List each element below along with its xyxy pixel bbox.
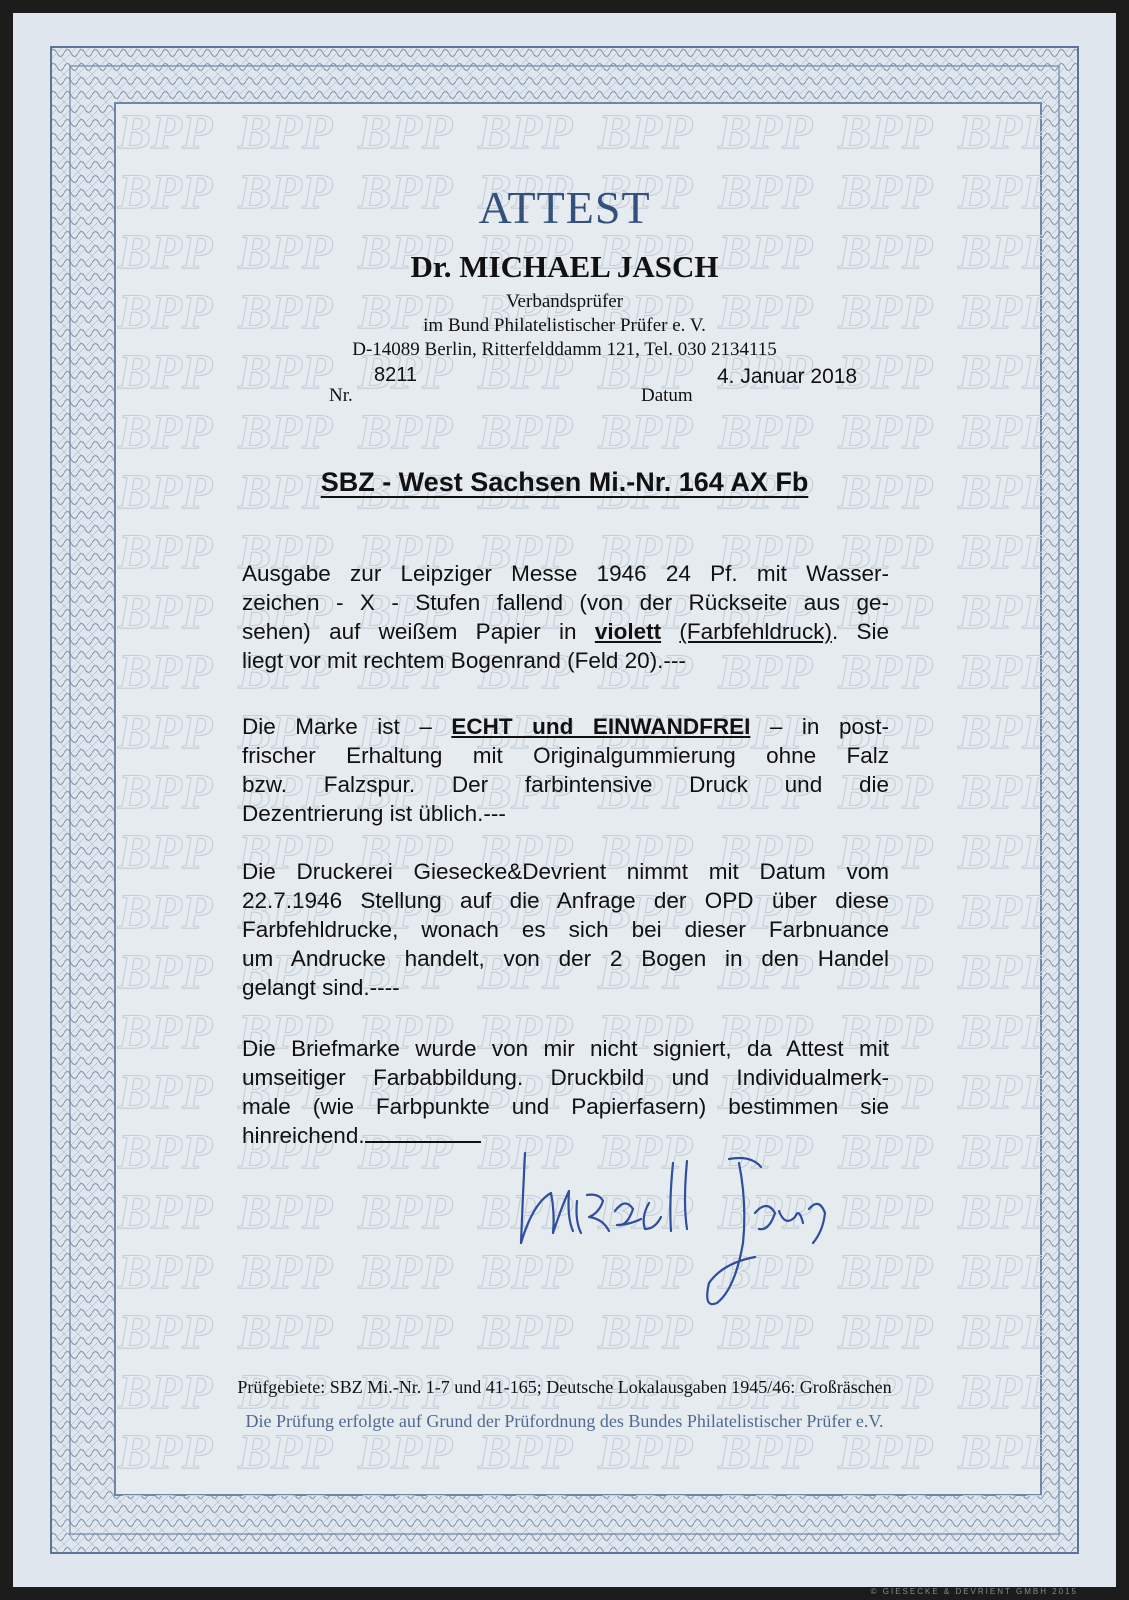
text-segment: – in post- xyxy=(769,714,889,739)
paragraph-line: Dezentrierung ist üblich.--- xyxy=(242,801,506,826)
printer-mark: © GIESECKE & DEVRIENT GMBH 2015 xyxy=(870,1587,1078,1596)
text-segment: sehen) auf weißem Papier in xyxy=(242,619,577,644)
handwritten-signature xyxy=(503,1133,863,1333)
paragraph-line: frischer Erhaltung mit Originalgummierung ohne Falz xyxy=(242,743,889,768)
paragraph-line: gelangt sind.---- xyxy=(242,975,400,1000)
farbfehldruck-note: (Farbfehldruck) xyxy=(679,619,832,644)
examiner-name: Dr. MICHAEL JASCH xyxy=(410,249,719,284)
text-segment: . Sie xyxy=(831,619,889,644)
paragraph-line: 22.7.1946 Stellung auf die Anfrage der OPD über diese xyxy=(242,888,889,913)
paragraph-line: um Andrucke handelt, von der 2 Bogen in den Handel xyxy=(242,946,889,971)
text-segment: hinreichend. xyxy=(242,1123,365,1148)
paragraph-line: Ausgabe zur Leipziger Messe 1946 24 Pf. mit Wasser- xyxy=(242,561,889,586)
paragraph-line xyxy=(242,617,889,646)
date-label: Datum xyxy=(641,385,693,406)
blank-rule xyxy=(365,1123,481,1143)
verdict-genuine: ECHT und EINWANDFREI xyxy=(451,714,751,739)
text-segment: Die Marke ist – xyxy=(242,714,432,739)
address-line: D-14089 Berlin, Ritterfelddamm 121, Tel. 030 2134115 xyxy=(352,339,777,360)
paragraph-line: Die Druckerei Giesecke&Devrient nimmt mit Datum vom xyxy=(242,859,889,884)
paragraph-printer-statement xyxy=(242,857,889,1002)
paragraph-line: Die Briefmarke wurde von mir nicht signiert, da Attest mit xyxy=(242,1036,889,1061)
paragraph-line: bzw. Falzspur. Der farbintensive Druck und die xyxy=(242,772,889,797)
paragraph-line: liegt vor mit rechtem Bogenrand (Feld 20).--- xyxy=(242,648,686,673)
paragraph-description xyxy=(242,559,889,675)
examiner-role: Verbandsprüfer xyxy=(505,291,624,312)
certificate-number: 8211 xyxy=(374,364,418,386)
stamp-heading xyxy=(13,467,1116,498)
regulation-note: Die Prüfung erfolgte auf Grund der Prüfordnung des Bundes Philatelistischer Prüfer e.V. xyxy=(245,1411,884,1431)
certificate-title: ATTEST xyxy=(478,182,651,233)
paragraph-line: umseitiger Farbabbildung. Druckbild und Individualmerk- xyxy=(242,1065,889,1090)
color-violett: violett xyxy=(594,619,662,644)
paragraph-line: male (wie Farbpunkte und Papierfasern) bestimmen sie xyxy=(242,1094,889,1119)
paragraph-line: zeichen - X - Stufen fallend (von der Rückseite aus ge- xyxy=(242,590,889,615)
paragraph-verdict xyxy=(242,712,889,828)
certificate-date: 4. Januar 2018 xyxy=(717,365,858,388)
paragraph-line: Farbfehldrucke, wonach es sich bei dieser Farbnuance xyxy=(242,917,889,942)
certificate-sheet xyxy=(13,13,1116,1596)
association-line: im Bund Philatelistischer Prüfer e. V. xyxy=(423,315,706,336)
number-label: Nr. xyxy=(329,385,353,406)
paragraph-line xyxy=(242,712,889,741)
stamp-heading-text: SBZ - West Sachsen Mi.-Nr. 164 AX Fb xyxy=(320,467,809,497)
expertise-areas: Prüfgebiete: SBZ Mi.-Nr. 1-7 und 41-165; Deutsche Lokalausgaben 1945/46: Großräschen xyxy=(237,1377,892,1397)
